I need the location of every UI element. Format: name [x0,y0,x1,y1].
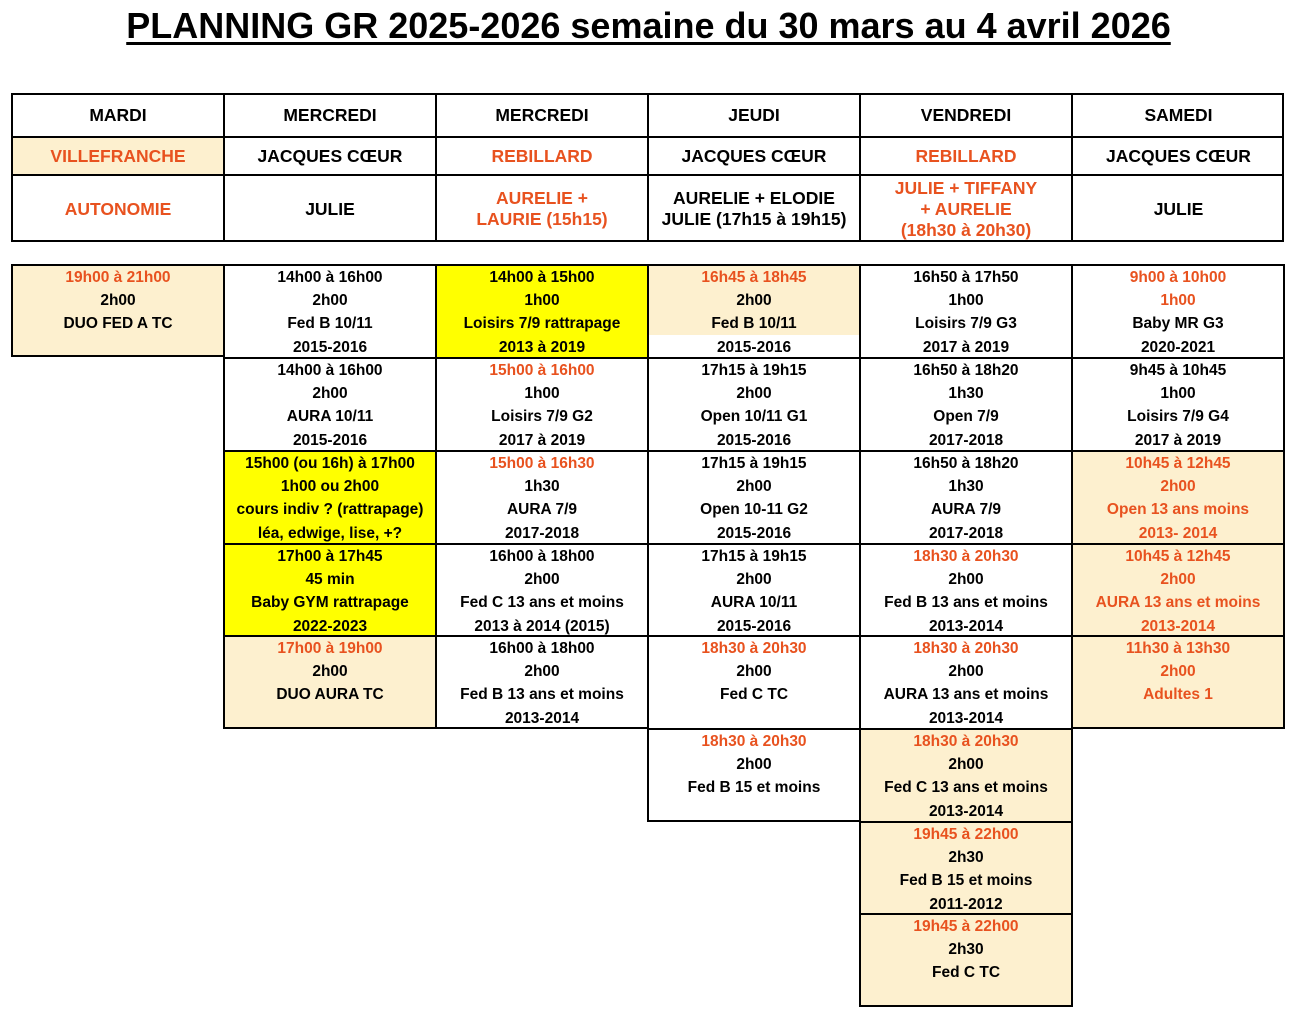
header-venue-vendredi: REBILLARD [861,138,1073,176]
header-day-mercredi-jc: MERCREDI [225,95,437,138]
slot-vendredi-2: 16h50 à 18h20 1h30 Open 7/9 2017-2018 [859,357,1073,452]
header-venue-mardi: VILLEFRANCHE [13,138,225,176]
header-day-mardi: MARDI [13,95,225,138]
slot-mercredi-reb-4: 16h00 à 18h00 2h00 Fed C 13 ans et moins 2013 à 2014 (2015) [435,543,649,637]
slot-jeudi-4: 17h15 à 19h15 2h00 AURA 10/11 2015-2016 [647,543,861,637]
header-coach-samedi: JULIE [1153,198,1204,219]
header-coach-vendredi: JULIE + TIFFANY + AURELIE (18h30 à 20h30) [861,176,1073,242]
header-coach-mardi: AUTONOMIE [13,176,225,242]
header-day-vendredi: VENDREDI [861,95,1073,138]
slot-jeudi-1: 16h45 à 18h45 2h00 Fed B 10/11 2015-2016 [647,264,861,359]
slot-mardi-1: 19h00 à 21h00 2h00 DUO FED A TC [11,264,225,357]
slot-jeudi-3: 17h15 à 19h15 2h00 Open 10-11 G2 2015-2016 [647,450,861,545]
slot-mercredi-reb-1: 14h00 à 15h00 1h00 Loisirs 7/9 rattrapage 2013 à 2019 [435,264,649,359]
slot-vendredi-7: 19h45 à 22h00 2h30 Fed B 15 et moins 2011-2012 [859,821,1073,915]
slot-mercredi-jc-5: 17h00 à 19h00 2h00 DUO AURA TC [223,635,437,729]
header-coach-jeudi: AURELIE + ELODIE JULIE (17h15 à 19h15) [649,176,861,242]
slot-jeudi-5: 18h30 à 20h30 2h00 Fed C TC [647,635,861,730]
slot-vendredi-1: 16h50 à 17h50 1h00 Loisirs 7/9 G3 2017 à 2019 [859,264,1073,359]
slot-samedi-3: 10h45 à 12h45 2h00 Open 13 ans moins 2013- 2014 [1071,450,1285,545]
slot-mercredi-reb-3: 15h00 à 16h30 1h30 AURA 7/9 2017-2018 [435,450,649,545]
slot-samedi-5: 11h30 à 13h30 2h00 Adultes 1 [1071,635,1285,729]
header-venue-jeudi: JACQUES CŒUR [649,138,861,176]
slot-mercredi-reb-5: 16h00 à 18h00 2h00 Fed B 13 ans et moins 2013-2014 [435,635,649,729]
header-venue-samedi: JACQUES CŒUR [1073,138,1284,176]
slot-mercredi-reb-2: 15h00 à 16h00 1h00 Loisirs 7/9 G2 2017 à 2019 [435,357,649,452]
header-table [11,93,1284,242]
header-day-jeudi: JEUDI [649,95,861,138]
header-day-mercredi-reb: MERCREDI [437,95,649,138]
header-coach-mercredi-reb: AURELIE + LAURIE (15h15) [437,176,649,242]
slot-mercredi-jc-3: 15h00 (ou 16h) à 17h00 1h00 ou 2h00 cours indiv ? (rattrapage) léa, edwige, lise, +? [223,450,437,545]
slot-vendredi-3: 16h50 à 18h20 1h30 AURA 7/9 2017-2018 [859,450,1073,545]
slot-vendredi-4: 18h30 à 20h30 2h00 Fed B 13 ans et moins 2013-2014 [859,543,1073,637]
header-venue-mercredi-reb: REBILLARD [437,138,649,176]
slot-vendredi-8: 19h45 à 22h00 2h30 Fed C TC [859,913,1073,1007]
header-venue-mercredi-jc: JACQUES CŒUR [225,138,437,176]
slot-vendredi-5: 18h30 à 20h30 2h00 AURA 13 ans et moins 2013-2014 [859,635,1073,730]
slot-samedi-1: 9h00 à 10h00 1h00 Baby MR G3 2020-2021 [1071,264,1285,359]
slot-jeudi-2: 17h15 à 19h15 2h00 Open 10/11 G1 2015-2016 [647,357,861,452]
slot-mercredi-jc-4: 17h00 à 17h45 45 min Baby GYM rattrapage 2022-2023 [223,543,437,637]
slot-samedi-4: 10h45 à 12h45 2h00 AURA 13 ans et moins 2013-2014 [1071,543,1285,637]
slot-samedi-2: 9h45 à 10h45 1h00 Loisirs 7/9 G4 2017 à 2019 [1071,357,1285,452]
header-coach-mercredi-jc: JULIE [225,176,437,242]
header-day-samedi: SAMEDI [1073,95,1284,138]
slot-mercredi-jc-1: 14h00 à 16h00 2h00 Fed B 10/11 2015-2016 [223,264,437,359]
slot-vendredi-6: 18h30 à 20h30 2h00 Fed C 13 ans et moins 2013-2014 [859,728,1073,823]
slot-jeudi-6: 18h30 à 20h30 2h00 Fed B 15 et moins [647,728,861,822]
page-title: PLANNING GR 2025-2026 semaine du 30 mars au 4 avril 2026 [126,5,1171,46]
slot-mercredi-jc-2: 14h00 à 16h00 2h00 AURA 10/11 2015-2016 [223,357,437,452]
